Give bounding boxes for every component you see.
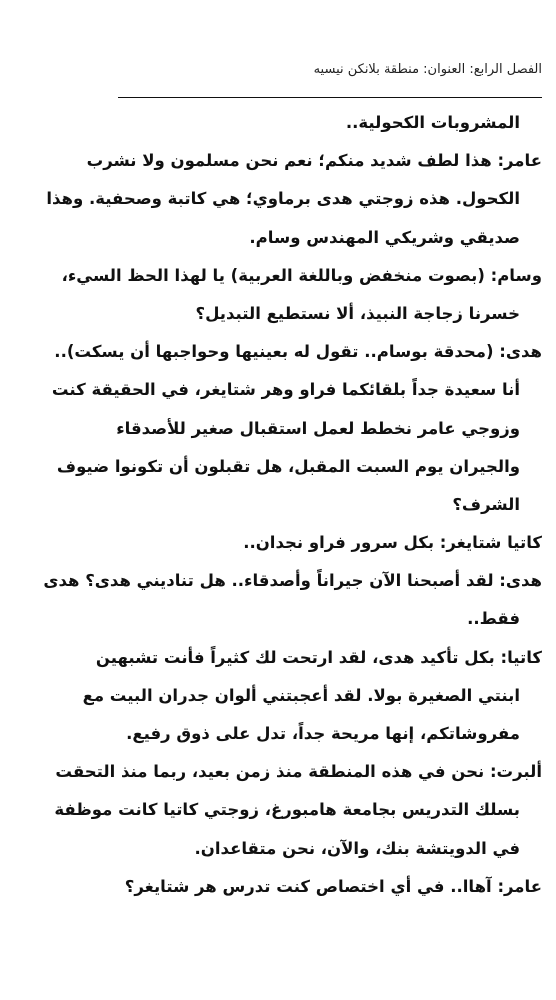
text-line: عامر: آهاا.. في أي اختصاص كنت تدرس هر شتايغر؟ [124,876,542,896]
text-line: وزوجي عامر نخطط لعمل استقبال صغير للأصدقاء [116,418,520,438]
text-line: المشروبات الكحولية.. [345,113,520,132]
text-line: كاتيا: بكل تأكيد هدى، لقد ارتحت لك كثيراً فأنت تشبهين [95,647,542,667]
text-line: ألبرت: نحن في هذه المنطقة منذ زمن بعيد، ربما منذ التحقت [55,762,542,782]
text-line: الشرف؟ [452,494,520,514]
text-line: هدى: لقد أصبحنا الآن جيراناً وأصدقاء.. هل تناديني هدى؟ هدى [43,571,542,591]
header-divider [118,97,542,98]
text-line: بسلك التدريس بجامعة هامبورغ، زوجتي كاتيا كانت موظفة [54,800,520,820]
text-line: في الدويتشة بنك، والآن، نحن متقاعدان. [194,838,520,858]
text-line: وسام: (بصوت منخفض وباللغة العربية) يا لهذا الحظ السيء، [61,265,542,285]
text-line: هدى: (محدقة بوسام.. تقول له بعينيها وحواجبها أن يسكت).. [54,342,542,362]
text-line: مفروشاتكم، إنها مريحة جداً، تدل على ذوق رفيع. [126,724,520,743]
text-line: والجيران يوم السبت المقبل، هل تقبلون أن تكونوا ضيوف [56,456,520,476]
running-header: الفصل الرابع: العنوان: منطقة بلانكن نيسيه [313,62,542,77]
text-line: أنا سعيدة جداً بلقائكما فراو وهر شتايغر، في الحقيقة كنت [51,380,520,400]
text-line: فقط.. [467,609,520,629]
text-line: كاتيا شتايغر: بكل سرور فراو نجدان.. [243,533,542,553]
text-line: صديقي وشريكي المهندس وسام. [249,227,520,247]
text-line: ابنتي الصغيرة بولا. لقد أعجبتني ألوان جدران البيت مع [82,685,520,705]
text-line: عامر: هذا لطف شديد منكم؛ نعم نحن مسلمون ولا نشرب [86,151,542,171]
text-line: الكحول. هذه زوجتي هدى برماوي؛ هي كاتبة وصحفية. وهذا [46,189,520,209]
text-line: خسرنا زجاجة النبيذ، ألا نستطيع التبديل؟ [195,303,520,323]
page-body-text [34,104,542,906]
